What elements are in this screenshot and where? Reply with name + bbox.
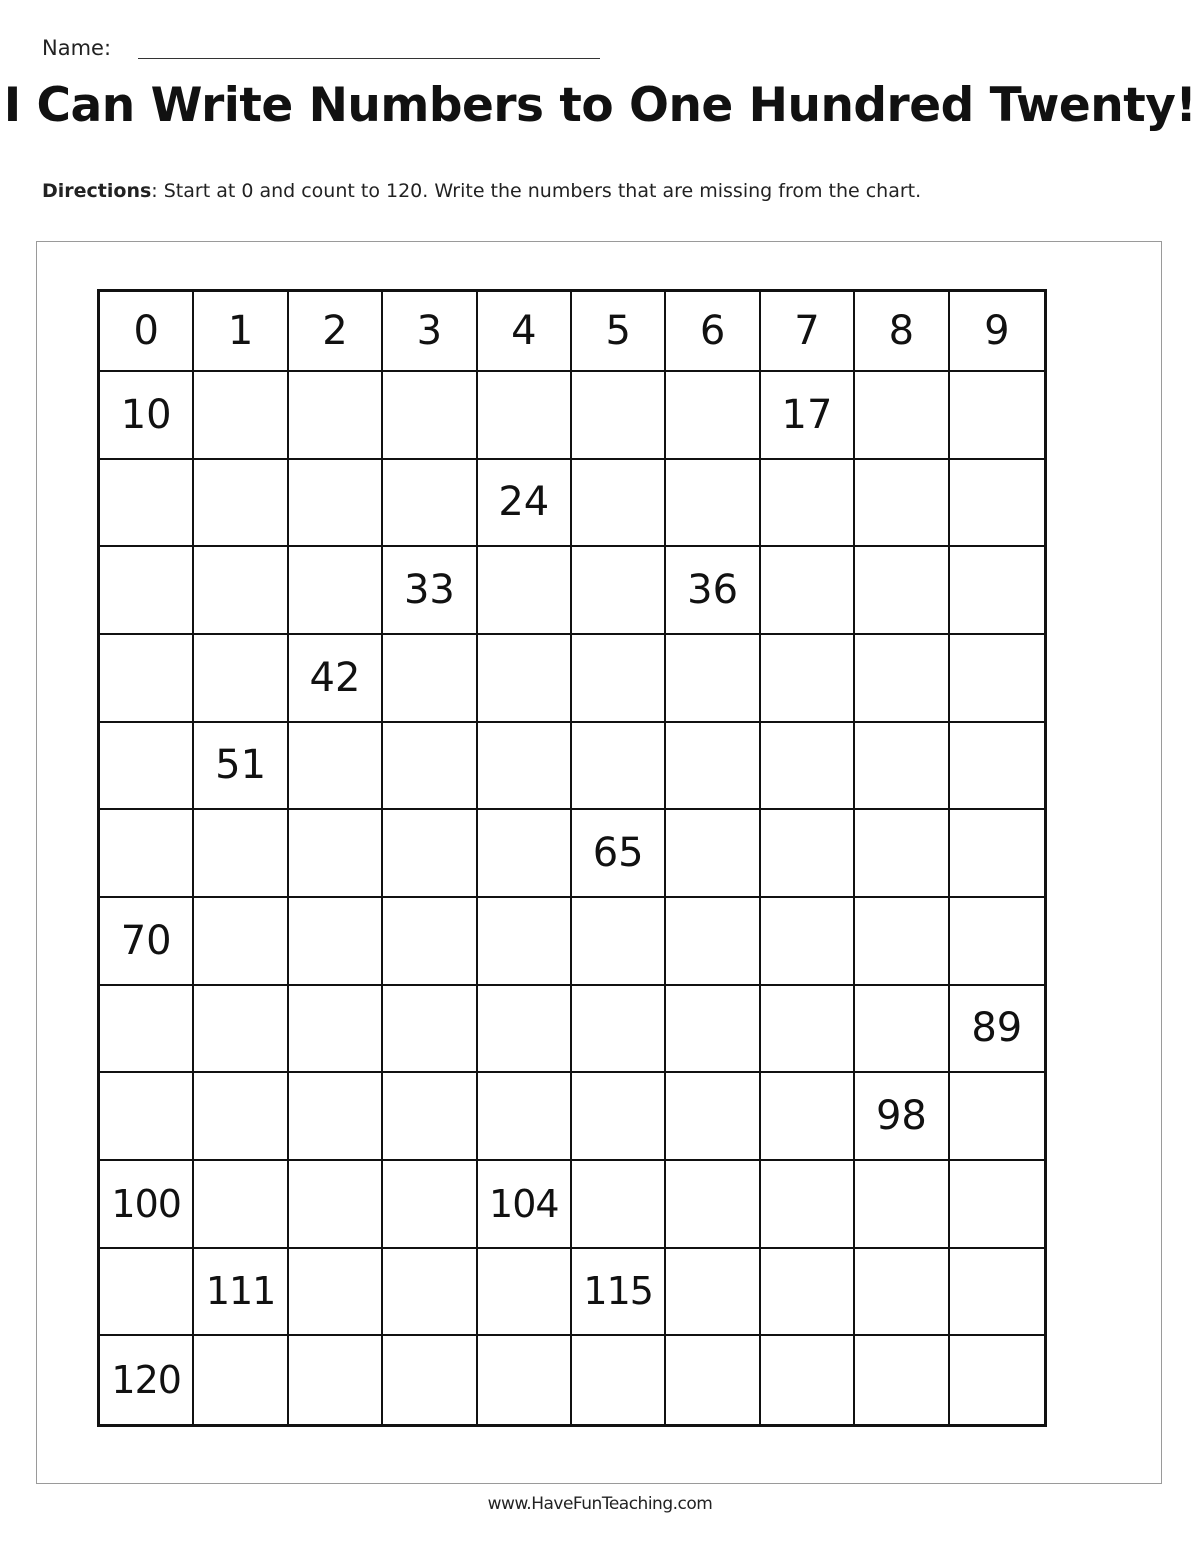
- chart-cell-blank[interactable]: [950, 372, 1044, 460]
- chart-cell-blank[interactable]: [950, 635, 1044, 723]
- chart-cell-blank[interactable]: [855, 1161, 949, 1249]
- chart-cell-blank[interactable]: [666, 986, 760, 1074]
- directions: [42, 180, 921, 202]
- chart-cell-number: 9: [950, 292, 1044, 372]
- chart-cell-number: 65: [572, 810, 666, 898]
- chart-cell-number: 42: [289, 635, 383, 723]
- chart-cell-blank[interactable]: [383, 1336, 477, 1424]
- chart-cell-blank[interactable]: [855, 898, 949, 986]
- chart-cell-number: 7: [761, 292, 855, 372]
- chart-cell-blank[interactable]: [478, 372, 572, 460]
- chart-cell-blank[interactable]: [761, 547, 855, 635]
- chart-cell-number: 98: [855, 1073, 949, 1161]
- chart-cell-number: 3: [383, 292, 477, 372]
- chart-cell-blank[interactable]: [383, 810, 477, 898]
- directions-label: Directions: [42, 180, 152, 202]
- chart-cell-blank[interactable]: [950, 898, 1044, 986]
- chart-cell-blank[interactable]: [194, 372, 288, 460]
- chart-cell-blank[interactable]: [478, 810, 572, 898]
- chart-cell-blank[interactable]: [855, 547, 949, 635]
- chart-cell-blank[interactable]: [666, 635, 760, 723]
- chart-cell-blank[interactable]: [855, 372, 949, 460]
- chart-cell-blank[interactable]: [383, 898, 477, 986]
- chart-cell-number: 115: [572, 1249, 666, 1337]
- name-row: [42, 34, 612, 64]
- chart-cell-blank[interactable]: [950, 1336, 1044, 1424]
- chart-cell-blank[interactable]: [572, 1161, 666, 1249]
- chart-cell-blank[interactable]: [855, 1336, 949, 1424]
- chart-cell-blank[interactable]: [194, 1073, 288, 1161]
- chart-cell-blank[interactable]: [383, 460, 477, 548]
- chart-cell-blank[interactable]: [194, 1161, 288, 1249]
- chart-cell-blank[interactable]: [289, 986, 383, 1074]
- chart-cell-blank[interactable]: [194, 1336, 288, 1424]
- chart-cell-blank[interactable]: [855, 1249, 949, 1337]
- name-label: Name:: [42, 36, 112, 60]
- chart-cell-blank[interactable]: [666, 723, 760, 811]
- chart-cell-blank[interactable]: [478, 986, 572, 1074]
- chart-cell-blank[interactable]: [761, 460, 855, 548]
- chart-cell-blank[interactable]: [855, 723, 949, 811]
- chart-cell-blank[interactable]: [383, 372, 477, 460]
- chart-cell-blank[interactable]: [100, 547, 194, 635]
- chart-cell-blank[interactable]: [950, 723, 1044, 811]
- chart-cell-blank[interactable]: [194, 547, 288, 635]
- chart-cell-blank[interactable]: [761, 1249, 855, 1337]
- chart-cell-blank[interactable]: [572, 898, 666, 986]
- chart-cell-blank[interactable]: [950, 1073, 1044, 1161]
- chart-cell-blank[interactable]: [855, 986, 949, 1074]
- chart-cell-blank[interactable]: [194, 986, 288, 1074]
- chart-cell-number: 100: [100, 1161, 194, 1249]
- chart-cell-number: 10: [100, 372, 194, 460]
- chart-cell-blank[interactable]: [289, 547, 383, 635]
- chart-cell-blank[interactable]: [950, 547, 1044, 635]
- chart-cell-blank[interactable]: [289, 1336, 383, 1424]
- chart-cell-blank[interactable]: [761, 1073, 855, 1161]
- chart-cell-blank[interactable]: [289, 810, 383, 898]
- chart-cell-blank[interactable]: [100, 986, 194, 1074]
- chart-cell-blank[interactable]: [478, 635, 572, 723]
- chart-cell-blank[interactable]: [572, 635, 666, 723]
- chart-cell-blank[interactable]: [383, 1073, 477, 1161]
- chart-cell-blank[interactable]: [572, 460, 666, 548]
- footer-website: www.HaveFunTeaching.com: [487, 1494, 713, 1514]
- chart-cell-blank[interactable]: [761, 986, 855, 1074]
- chart-cell-number: 5: [572, 292, 666, 372]
- chart-cell-number: 51: [194, 723, 288, 811]
- chart-cell-blank[interactable]: [289, 1249, 383, 1337]
- chart-cell-blank[interactable]: [100, 1073, 194, 1161]
- chart-cell-blank[interactable]: [289, 723, 383, 811]
- chart-cell-blank[interactable]: [289, 1073, 383, 1161]
- chart-cell-blank[interactable]: [761, 1336, 855, 1424]
- chart-cell-number: 1: [194, 292, 288, 372]
- chart-cell-blank[interactable]: [950, 1161, 1044, 1249]
- chart-cell-blank[interactable]: [572, 1336, 666, 1424]
- chart-cell-blank[interactable]: [289, 898, 383, 986]
- chart-cell-number: 70: [100, 898, 194, 986]
- chart-cell-blank[interactable]: [855, 460, 949, 548]
- directions-text: : Start at 0 and count to 120. Write the numbers that are missing from the chart.: [151, 180, 922, 202]
- chart-cell-blank[interactable]: [194, 898, 288, 986]
- chart-cell-blank[interactable]: [572, 372, 666, 460]
- chart-cell-number: 89: [950, 986, 1044, 1074]
- chart-cell-blank[interactable]: [194, 460, 288, 548]
- chart-cell-blank[interactable]: [289, 1161, 383, 1249]
- chart-cell-blank[interactable]: [478, 1336, 572, 1424]
- chart-cell-blank[interactable]: [666, 1336, 760, 1424]
- chart-cell-blank[interactable]: [572, 986, 666, 1074]
- chart-cell-blank[interactable]: [950, 810, 1044, 898]
- chart-cell-blank[interactable]: [100, 1249, 194, 1337]
- chart-cell-blank[interactable]: [194, 810, 288, 898]
- chart-cell-number: 120: [100, 1336, 194, 1424]
- chart-cell-blank[interactable]: [666, 460, 760, 548]
- chart-cell-blank[interactable]: [383, 635, 477, 723]
- chart-cell-blank[interactable]: [572, 723, 666, 811]
- chart-cell-blank[interactable]: [572, 1073, 666, 1161]
- worksheet-title: I Can Write Numbers to One Hundred Twenty!: [3, 78, 1197, 133]
- chart-cell-number: 0: [100, 292, 194, 372]
- number-chart: [97, 289, 1047, 1427]
- chart-cell-blank[interactable]: [761, 810, 855, 898]
- chart-cell-blank[interactable]: [666, 898, 760, 986]
- chart-cell-blank[interactable]: [100, 810, 194, 898]
- chart-cell-blank[interactable]: [855, 635, 949, 723]
- chart-cell-blank[interactable]: [478, 1073, 572, 1161]
- chart-cell-blank[interactable]: [950, 460, 1044, 548]
- chart-cell-number: 33: [383, 547, 477, 635]
- chart-cell-blank[interactable]: [761, 1161, 855, 1249]
- name-writing-line[interactable]: [138, 58, 600, 59]
- chart-cell-number: 104: [478, 1161, 572, 1249]
- chart-cell-number: 8: [855, 292, 949, 372]
- chart-cell-blank[interactable]: [383, 986, 477, 1074]
- chart-cell-blank[interactable]: [478, 723, 572, 811]
- chart-cell-blank[interactable]: [761, 723, 855, 811]
- chart-cell-number: 24: [478, 460, 572, 548]
- chart-cell-blank[interactable]: [289, 460, 383, 548]
- chart-cell-blank[interactable]: [100, 635, 194, 723]
- chart-cell-number: 6: [666, 292, 760, 372]
- chart-cell-number: 17: [761, 372, 855, 460]
- chart-cell-blank[interactable]: [666, 1073, 760, 1161]
- chart-cell-blank[interactable]: [761, 635, 855, 723]
- chart-cell-number: 36: [666, 547, 760, 635]
- chart-cell-blank[interactable]: [666, 1249, 760, 1337]
- chart-cell-blank[interactable]: [100, 460, 194, 548]
- chart-cell-blank[interactable]: [100, 723, 194, 811]
- chart-cell-blank[interactable]: [383, 723, 477, 811]
- chart-cell-blank[interactable]: [855, 810, 949, 898]
- chart-cell-blank[interactable]: [478, 1249, 572, 1337]
- chart-cell-number: 4: [478, 292, 572, 372]
- chart-cell-number: 111: [194, 1249, 288, 1337]
- chart-cell-blank[interactable]: [666, 1161, 760, 1249]
- chart-cell-blank[interactable]: [761, 898, 855, 986]
- chart-cell-blank[interactable]: [666, 810, 760, 898]
- chart-cell-blank[interactable]: [950, 1249, 1044, 1337]
- chart-cell-blank[interactable]: [478, 898, 572, 986]
- chart-cell-blank[interactable]: [194, 635, 288, 723]
- chart-cell-blank[interactable]: [572, 547, 666, 635]
- chart-cell-blank[interactable]: [383, 1161, 477, 1249]
- chart-cell-number: 2: [289, 292, 383, 372]
- chart-cell-blank[interactable]: [666, 372, 760, 460]
- chart-cell-blank[interactable]: [478, 547, 572, 635]
- chart-cell-blank[interactable]: [289, 372, 383, 460]
- chart-cell-blank[interactable]: [383, 1249, 477, 1337]
